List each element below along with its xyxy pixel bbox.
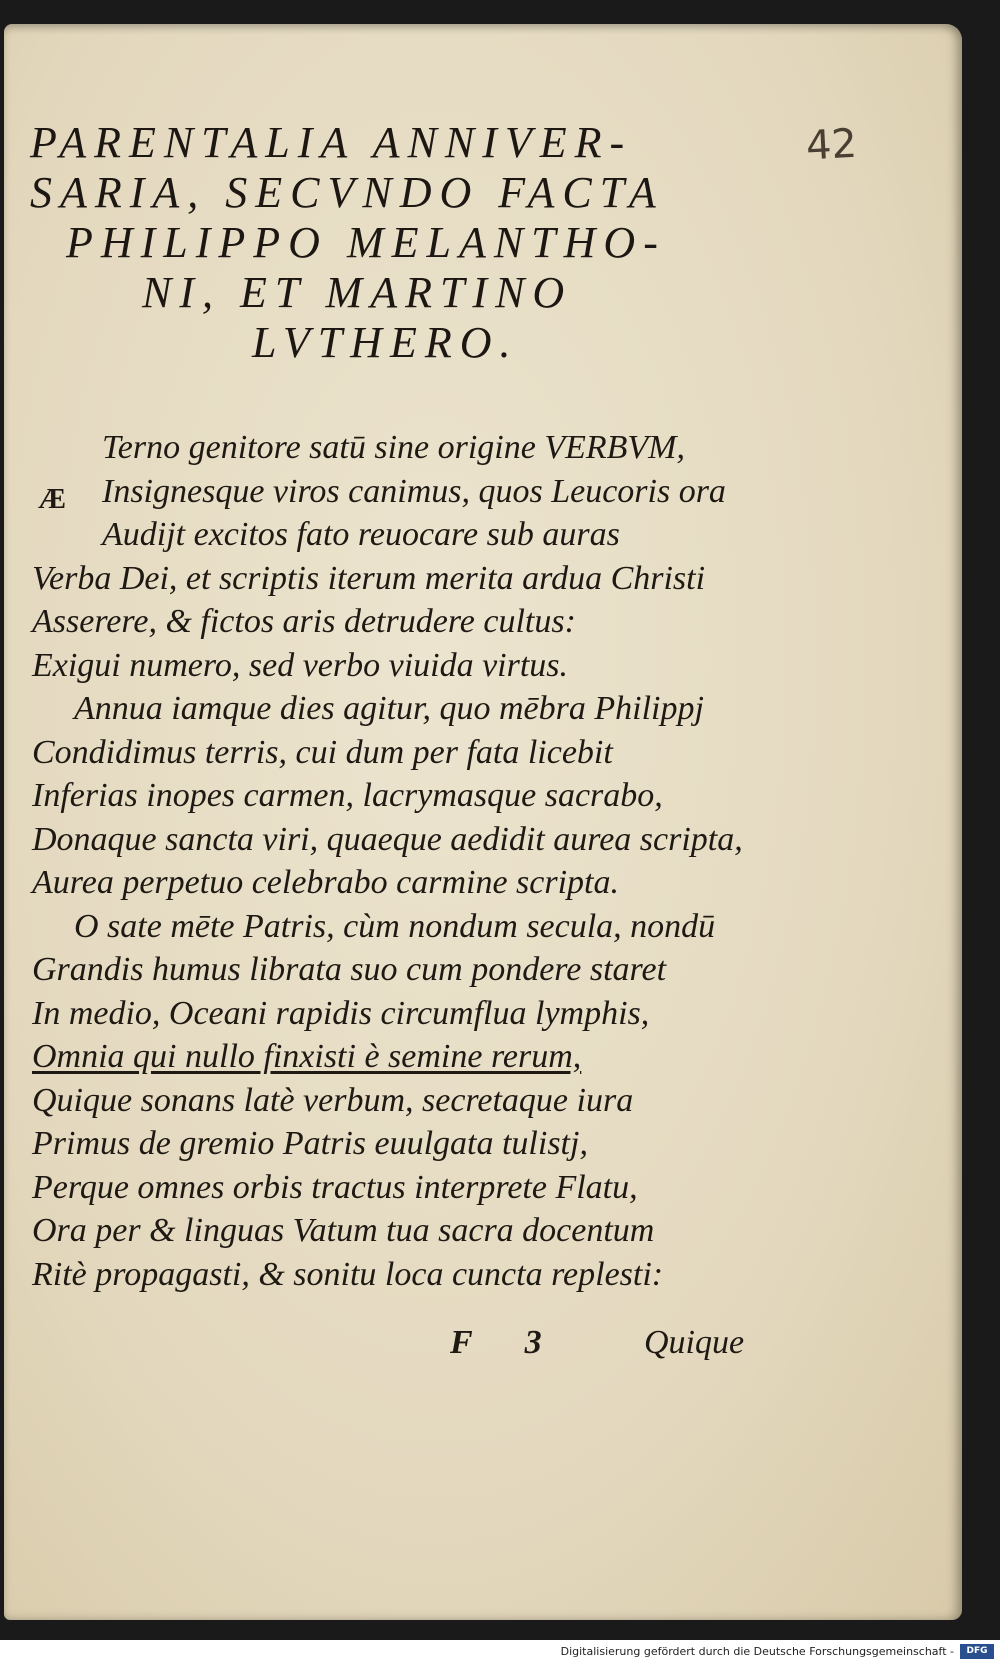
- verse-line: O sate mēte Patris, cùm nondum secula, nondū: [74, 907, 716, 945]
- verse-line: Verba Dei, et scriptis iterum merita ardua Christi: [32, 559, 706, 597]
- verse-line-underlined: Omnia qui nullo finxisti è semine rerum,: [32, 1038, 582, 1075]
- verse-line: Inferias inopes carmen, lacrymasque sacrabo,: [32, 777, 663, 814]
- verse-line: Grandis humus librata suo cum pondere staret: [32, 951, 667, 988]
- verse-line: Audijt excitos fato reuocare sub auras: [102, 516, 620, 553]
- heading-line-3: PHILIPPO MELANTHO-: [66, 218, 666, 267]
- verse-line: In medio, Oceani rapidis circumflua lymphis,: [32, 994, 650, 1032]
- verse-line: Perque omnes orbis tractus interprete Flatu,: [32, 1168, 638, 1206]
- heading-line-4: NI, ET MARTINO: [142, 268, 573, 317]
- dfg-logo: DFG: [960, 1644, 994, 1659]
- page-heading: [30, 118, 770, 368]
- verse-line: Donaque sancta viri, quaeque aedidit aurea scripta,: [32, 820, 743, 858]
- catchword: Quique: [644, 1324, 745, 1361]
- handwritten-folio-number: 42: [804, 120, 859, 170]
- heading-line-1: PARENTALIA ANNIVER-: [30, 118, 633, 167]
- digitization-footer: [0, 1640, 1000, 1666]
- verse-line: Ora per & linguas Vatum tua sacra docentum: [32, 1212, 655, 1249]
- verse-line: Primus de gremio Patris euulgata tulistj,: [32, 1125, 588, 1162]
- verse-text: [32, 426, 772, 1296]
- verse-line: Quique sonans latè verbum, secretaque iura: [32, 1081, 634, 1119]
- verse-line: Annua iamque dies agitur, quo mēbra Philippj: [74, 690, 704, 727]
- margin-mark: Æ: [38, 484, 66, 515]
- verse-line: Terno genitore satū sine origine VERBVM,: [102, 429, 685, 466]
- verse-line: Asserere, & fictos aris detrudere cultus:: [32, 603, 576, 640]
- heading-line-5: LVTHERO.: [252, 318, 519, 367]
- verse-line: Condidimus terris, cui dum per fata licebit: [32, 733, 613, 771]
- heading-line-2: SARIA, SECVNDO FACTA: [30, 168, 664, 217]
- footer-credit: Digitalisierung gefördert durch die Deutsche Forschungsgemeinschaft -: [560, 1645, 954, 1658]
- book-page: [4, 24, 962, 1620]
- signature-mark: F 3: [450, 1324, 564, 1361]
- verse-line: Insignesque viros canimus, quos Leucoris ora: [102, 472, 726, 510]
- verse-line: Exigui numero, sed verbo viuida virtus.: [32, 646, 569, 684]
- verse-line: Aurea perpetuo celebrabo carmine scripta.: [32, 864, 619, 901]
- verse-line: Ritè propagasti, & sonitu loca cuncta replesti:: [32, 1255, 664, 1293]
